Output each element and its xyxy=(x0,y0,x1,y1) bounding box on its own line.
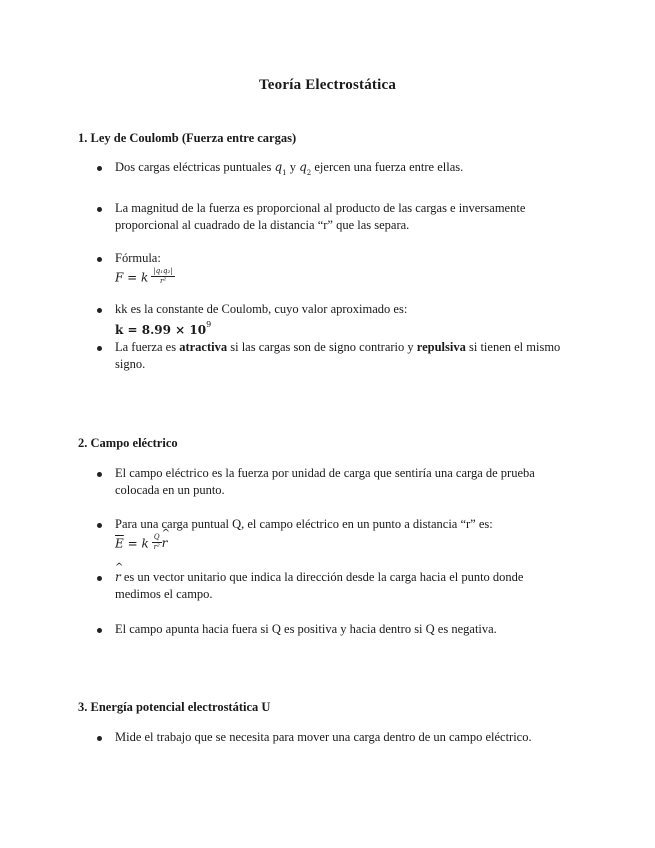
unit-vector: ^ r xyxy=(161,528,170,551)
coulomb-formula xyxy=(115,269,585,288)
item-text: La magnitud de la fuerza es proporcional al producto de las cargas e inversamente xyxy=(115,201,526,215)
list-item xyxy=(115,339,585,373)
bullet-dot xyxy=(97,472,102,477)
section-heading-coulomb: 1. Ley de Coulomb (Fuerza entre cargas) xyxy=(78,131,297,145)
item-text: kk es la constante de Coulomb, cuyo valor aproximado es: xyxy=(115,302,408,316)
list-item xyxy=(115,562,585,603)
list-item xyxy=(115,250,585,288)
field-vector: $\overline{E}$ xyxy=(115,536,124,551)
item-text: ejercen una fuerza entre ellas. xyxy=(311,160,464,174)
list-item xyxy=(115,200,585,234)
bullet-dot xyxy=(97,308,102,313)
list-item xyxy=(115,159,585,178)
bold-term: repulsiva xyxy=(416,340,466,354)
item-text: es un vector unitario que indica la dirección desde la carga hacia el punto donde xyxy=(120,570,524,584)
item-text: Mide el trabajo que se necesita para mover una carga dentro de un campo eléctrico. xyxy=(115,730,532,744)
list-item xyxy=(115,621,585,638)
bullet-dot xyxy=(97,523,102,528)
item-text: medimos el campo. xyxy=(115,587,213,601)
bullet-dot xyxy=(97,207,102,212)
item-text: signo. xyxy=(115,357,146,371)
item-text: si tienen el mismo xyxy=(465,340,561,354)
item-text: El campo apunta hacia fuera si Q es positiva y hacia dentro si Q es negativa. xyxy=(115,622,497,636)
item-text: La fuerza es xyxy=(115,340,180,354)
section-heading-potential-energy: 3. Energía potencial electrostática U xyxy=(78,700,271,714)
list-item xyxy=(115,465,585,499)
bullet-dot xyxy=(97,257,102,262)
item-text: Para una carga puntual Q, el campo eléctrico en un punto a distancia “r” es: xyxy=(115,517,493,531)
field-formula xyxy=(115,528,585,554)
item-text: si las cargas son de signo contrario y xyxy=(227,340,417,354)
charge-symbol: $q_1$ xyxy=(274,160,287,177)
formula-label: Fórmula: xyxy=(115,251,161,265)
charge-symbol: $q_2$ xyxy=(299,160,312,177)
item-text: El campo eléctrico es la fuerza por unidad de carga que sentiría una carga de prueba xyxy=(115,466,535,480)
formula-lhs: F = k xyxy=(115,270,149,285)
bullet-dot xyxy=(97,166,102,171)
section-heading-electric-field: 2. Campo eléctrico xyxy=(78,436,178,450)
list-item xyxy=(115,729,585,746)
bullet-dot xyxy=(97,346,102,351)
bullet-dot xyxy=(97,628,102,633)
fraction: $\frac{Q}{\text{r²}}$ xyxy=(153,533,160,551)
formula-value: k = 8.99 × 10 xyxy=(115,323,207,337)
list-item xyxy=(115,516,585,554)
bullet-dot xyxy=(97,576,102,581)
bold-term: atractiva xyxy=(179,340,228,354)
item-text: proporcional al cuadrado de la distancia “r” que las separa. xyxy=(115,218,410,232)
item-text: y xyxy=(286,160,300,174)
fraction: $\frac{\text{|q₁q₂|}}{\text{r²}}$ xyxy=(153,267,173,285)
constant-formula xyxy=(115,322,585,340)
unit-vector: ^ r xyxy=(115,562,124,584)
item-text: colocada en un punto. xyxy=(115,483,225,497)
list-item xyxy=(115,301,585,340)
page-title: Teoría Electrostática xyxy=(258,77,397,93)
formula-exponent: 9 xyxy=(206,320,212,329)
formula-lhs: = k xyxy=(123,536,149,551)
item-text: Dos cargas eléctricas puntuales xyxy=(115,160,275,174)
bullet-dot xyxy=(97,736,102,741)
